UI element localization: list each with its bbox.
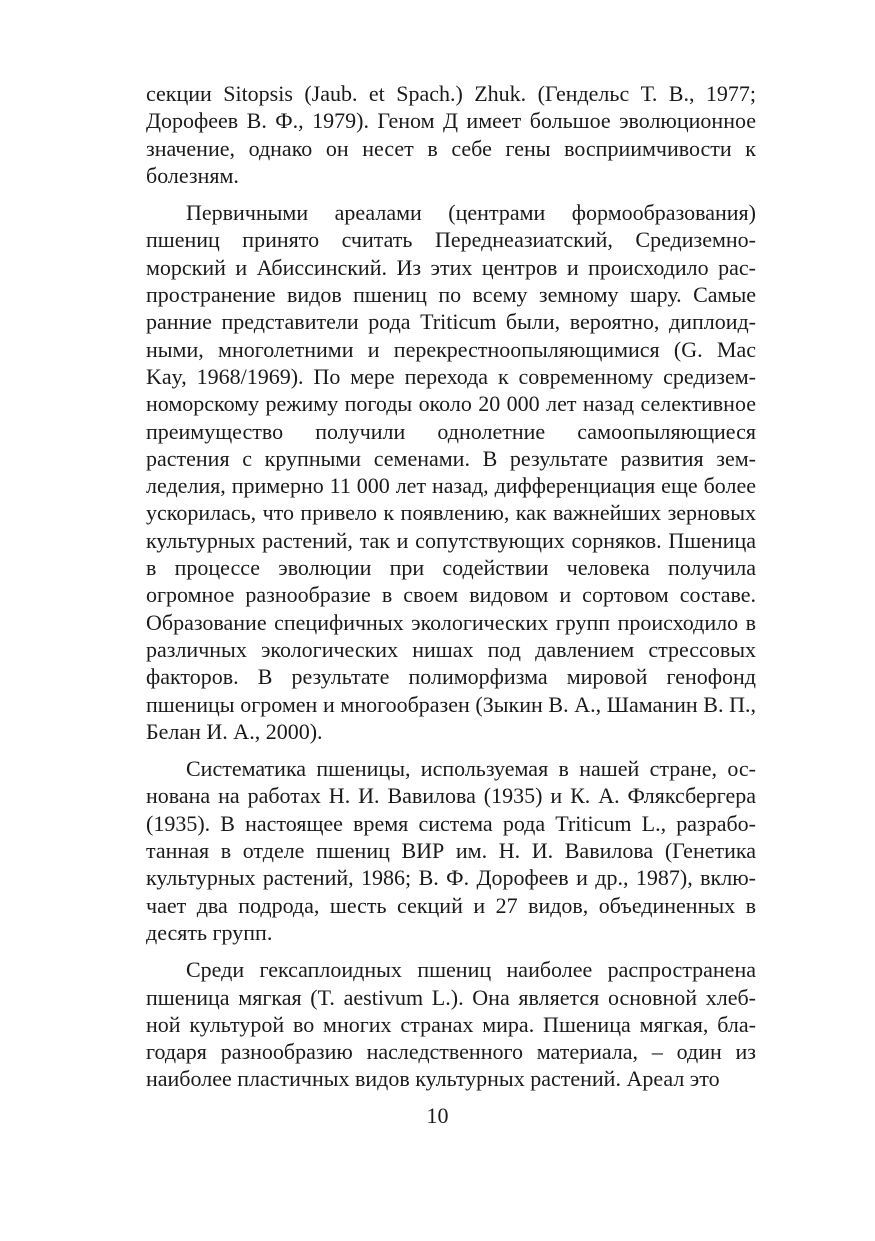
paragraph-continuation: секции Sitopsis (Jaub. et Spach.) Zhuk. (Гендельс Т. В., 1977; Дорофеев В. Ф., 1979). Геном Д имеет большое эволюционное значение, однако он несет в себе гены восприимчивости к болезням. (146, 81, 756, 188)
paragraph-hexaploid: Среди гексаплоидных пшениц наиболее распространена пшеница мягкая (T. aestivum L.). Она является основной хлебной культурой во многих странах мира. Пшеница мягкая, благодаря разнообразию наследственного материала, – один из наиболее пластичных видов культурных растений. Ареал это (146, 957, 756, 1092)
paragraph-systematics: Систематика пшеницы, используемая в нашей стране, основана на работах Н. И. Вавилова (1935) и К. А. Фляксбергера (1935). В настоящее время система рода Triticum L., разработанная в отделе пшениц ВИР им. Н. И. Вавилова (Генетика культурных растений, 1986; В. Ф. Дорофеев и др., 1987), включает два подрода, шесть секций и 27 видов, объединенных в десять групп. (146, 756, 756, 945)
paragraph-primary-areas: Первичными ареалами (центрами формообразования) пшениц принято считать Переднеазиатский, Средиземноморский и Абиссинский. Из этих центров и происходило распространение видов пшениц по всему земному шару. Самые ранние представители рода Triticum были, вероятно, диплоидными, многолетними и перекрестноопыляющимися (G. Mac Kay, 1968/1969). По мере перехода к современному средиземноморскому режиму погоды около 20 000 лет назад селективное преимущество получили однолетние самоопыляющиеся растения с крупными семенами. В результате развития земледелия, примерно 11 000 лет назад, дифференциация еще более ускорилась, что привело к появлению, как важнейших зерновых культурных растений, так и сопутствующих сорняков. Пшеница в процессе эволюции при содействии человека получила огромное разнообразие в своем видовом и сортовом составе. Образование специфичных экологических групп происходило в различных экологических нишах под давлением стрессовых факторов. В результате полиморфизма мировой генофонд пшеницы огромен и многообразен (Зыкин В. А., Шаманин В. П., Белан И. А., 2000). (146, 200, 756, 744)
page-body (146, 80, 756, 1103)
page-number: 10 (426, 1103, 449, 1128)
